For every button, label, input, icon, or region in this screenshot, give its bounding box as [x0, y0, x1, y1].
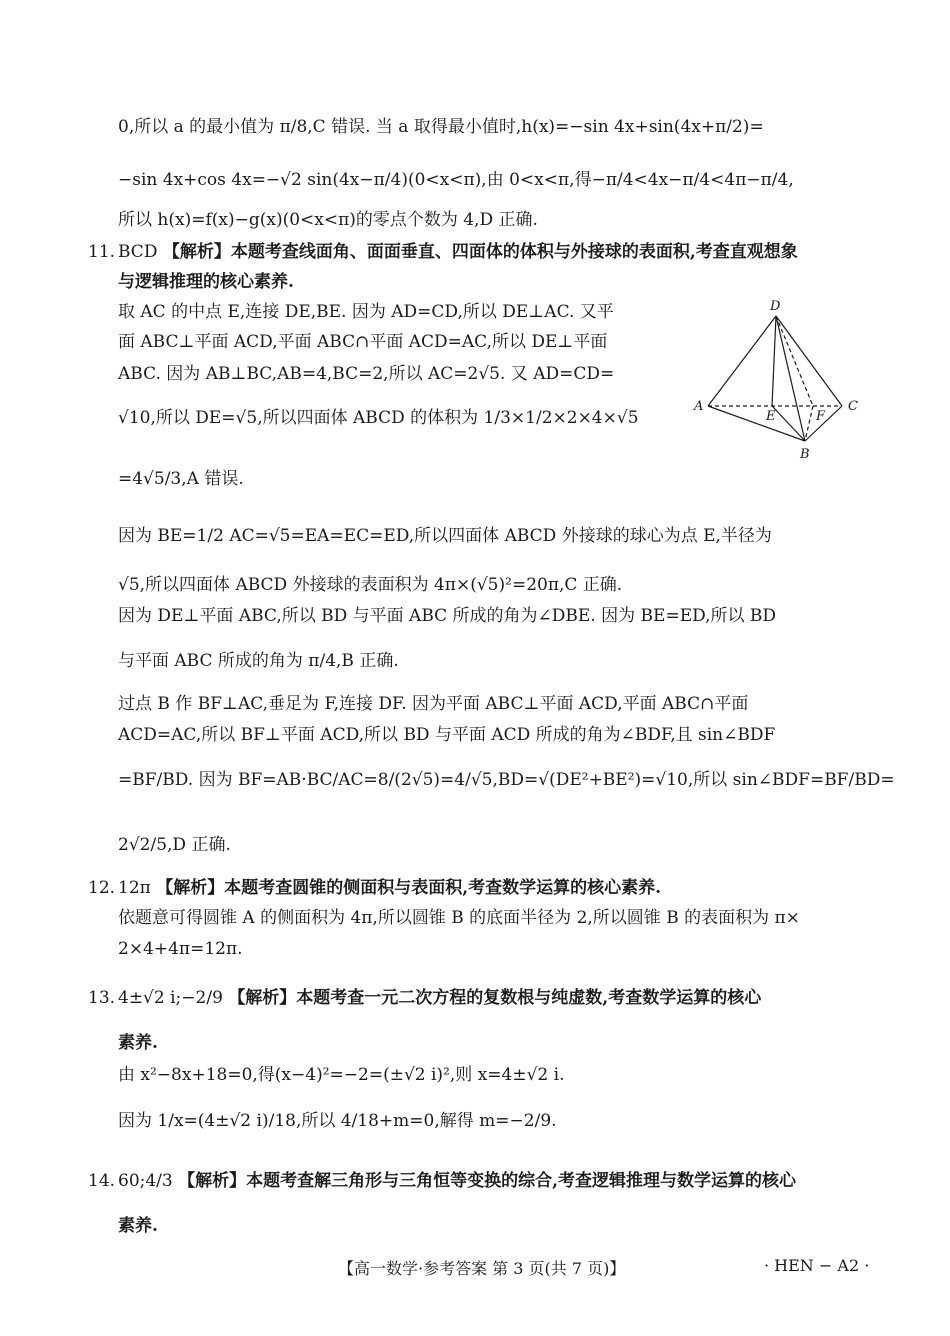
- q13-header: [118, 983, 860, 1013]
- q11-line-9: 与平面 ABC 所成的角为 π/4,B 正确.: [118, 651, 399, 671]
- q12-heading: 本题考查圆锥的侧面积与表面积,考查数学运算的核心素养.: [224, 878, 662, 898]
- q11-line-10: 过点 B 作 BF⊥AC,垂足为 F,连接 DF. 因为平面 ABC⊥平面 ACD,平面 ABC∩平面: [118, 694, 749, 714]
- label-e: E: [766, 409, 776, 424]
- q11-line-5: =4√5/3,A 错误.: [118, 469, 244, 489]
- q14-tag: 【解析】: [178, 1171, 247, 1191]
- q14-number: 14.: [88, 1171, 116, 1191]
- q13-number: 13.: [88, 988, 116, 1008]
- q13-answer: 4±√2 i;−2/9: [118, 988, 223, 1008]
- q14-header: [118, 1166, 860, 1196]
- q11-line-6: 因为 BE=1/2 AC=√5=EA=EC=ED,所以四面体 ABCD 外接球的球心为点 E,半径为: [118, 526, 772, 546]
- q11-line-7: √5,所以四面体 ABCD 外接球的表面积为 4π×(√5)²=20π,C 正确.: [118, 575, 623, 595]
- q11-number: 11.: [88, 242, 116, 262]
- cont-line-2: −sin 4x+cos 4x=−√2 sin(4x−π/4)(0<x<π),由 0<x<π,得−π/4<4x−π/4<4π−π/4,: [118, 170, 794, 190]
- q12-number: 12.: [88, 878, 116, 898]
- q14-heading-2: 素养.: [118, 1216, 158, 1236]
- q11-line-13: 2√2/5,D 正确.: [118, 835, 231, 855]
- q12-header: [118, 873, 860, 903]
- footer-code: · HEN − A2 ·: [764, 1256, 870, 1275]
- label-b: B: [800, 447, 810, 462]
- q11-heading-1: 本题考查线面角、面面垂直、四面体的体积与外接球的表面积,考查直观想象: [230, 242, 798, 262]
- cont-line-1: 0,所以 a 的最小值为 π/8,C 错误. 当 a 取得最小值时,h(x)=−sin 4x+sin(4x+π/2)=: [118, 117, 764, 137]
- q13-line-1: 由 x²−8x+18=0,得(x−4)²=−2=(±√2 i)²,则 x=4±√2 i.: [118, 1065, 565, 1085]
- footer-page-info: 【高一数学·参考答案 第 3 页(共 7 页)】: [338, 1259, 626, 1278]
- q11-line-8: 因为 DE⊥平面 ABC,所以 BD 与平面 ABC 所成的角为∠DBE. 因为 BE=ED,所以 BD: [118, 606, 777, 626]
- q13-heading-1: 本题考查一元二次方程的复数根与纯虚数,考查数学运算的核心: [296, 988, 762, 1008]
- label-c: C: [848, 399, 858, 414]
- label-a: A: [694, 399, 704, 414]
- cont-line-3: 所以 h(x)=f(x)−g(x)(0<x<π)的零点个数为 4,D 正确.: [118, 210, 538, 230]
- label-d: D: [770, 299, 781, 314]
- q11-line-11: ACD=AC,所以 BF⊥平面 ACD,所以 BD 与平面 ACD 所成的角为∠BDF,且 sin∠BDF: [118, 725, 776, 745]
- q14-answer: 60;4/3: [118, 1171, 173, 1191]
- q13-tag: 【解析】: [228, 988, 297, 1008]
- q11-answer: BCD: [118, 242, 158, 262]
- q13-heading-2: 素养.: [118, 1033, 158, 1053]
- q11-line-3: ABC. 因为 AB⊥BC,AB=4,BC=2,所以 AC=2√5. 又 AD=CD=: [118, 364, 615, 384]
- q12-line-2: 2×4+4π=12π.: [118, 939, 243, 959]
- q13-line-2: 因为 1/x=(4±√2 i)/18,所以 4/18+m=0,解得 m=−2/9.: [118, 1111, 557, 1131]
- q11-line-12: =BF/BD. 因为 BF=AB·BC/AC=8/(2√5)=4/√5,BD=√(DE²+BE²)=√10,所以 sin∠BDF=BF/BD=: [118, 770, 895, 790]
- q11-line-1: 取 AC 的中点 E,连接 DE,BE. 因为 AD=CD,所以 DE⊥AC. 又平: [118, 302, 614, 322]
- q11-line-2: 面 ABC⊥平面 ACD,平面 ABC∩平面 ACD=AC,所以 DE⊥平面: [118, 332, 608, 352]
- q14-heading-1: 本题考查解三角形与三角恒等变换的综合,考查逻辑推理与数学运算的核心: [246, 1171, 797, 1191]
- q12-tag: 【解析】: [156, 878, 225, 898]
- q11-line-4: √10,所以 DE=√5,所以四面体 ABCD 的体积为 1/3×1/2×2×4×√5: [118, 408, 639, 428]
- q11-heading-2: 与逻辑推理的核心素养.: [118, 272, 294, 292]
- q11-header: [118, 237, 860, 267]
- tetrahedron-figure: [690, 296, 866, 466]
- q12-answer: 12π: [118, 878, 151, 898]
- q11-tag: 【解析】: [162, 242, 231, 262]
- label-f: F: [816, 409, 826, 424]
- q12-line-1: 依题意可得圆锥 A 的侧面积为 4π,所以圆锥 B 的底面半径为 2,所以圆锥 B 的表面积为 π×: [118, 908, 800, 928]
